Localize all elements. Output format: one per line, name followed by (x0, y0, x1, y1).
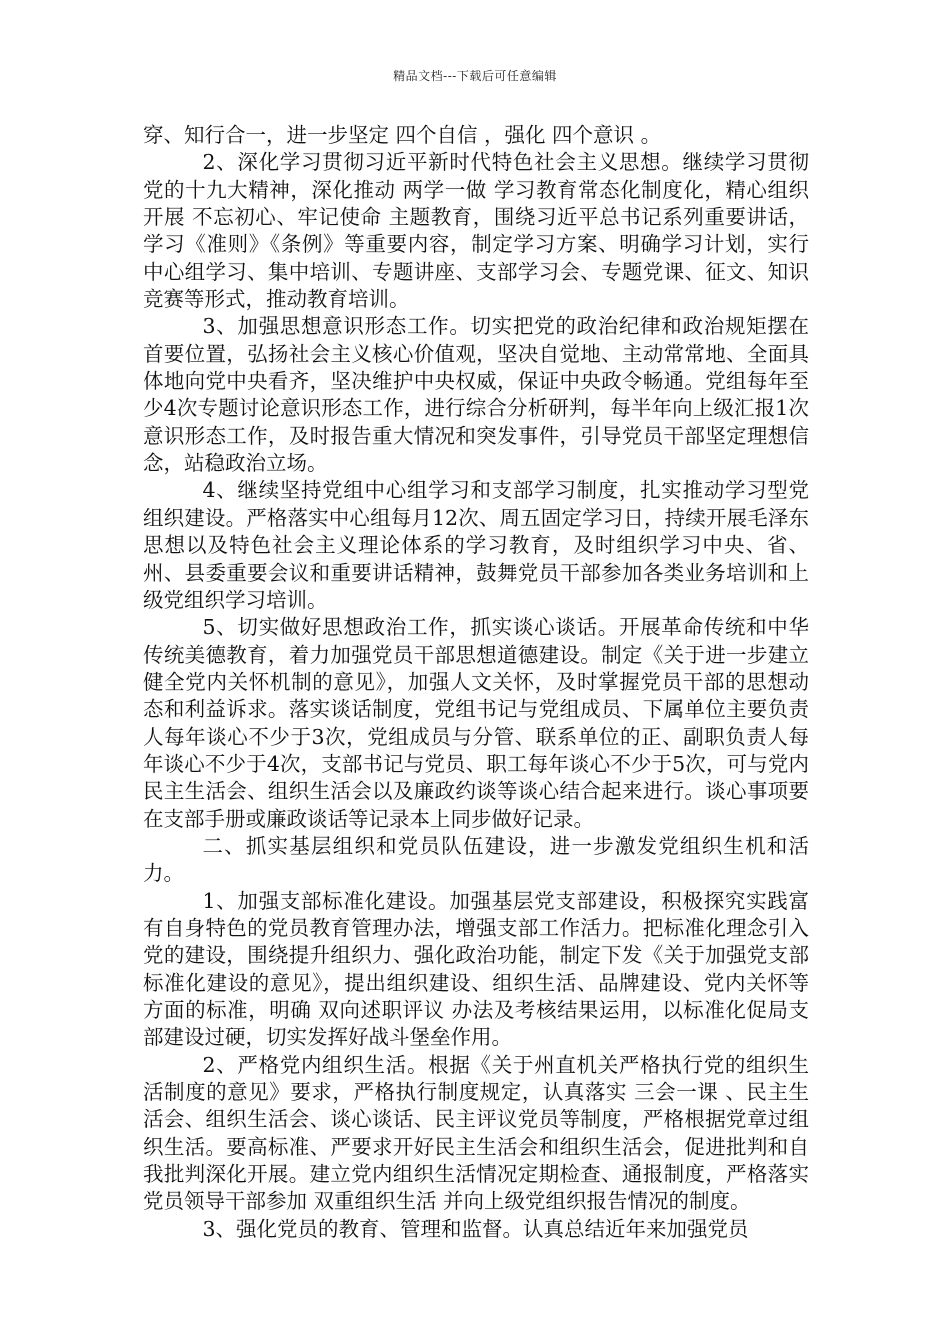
section-heading: 二、抓实基层组织和党员队伍建设，进一步激发党组织生机和活力。 (143, 833, 809, 886)
paragraph: 2、深化学习贯彻习近平新时代特色社会主义思想。继续学习贯彻党的十九大精神，深化推动 两学一做 学习教育常态化制度化，精心组织开展 不忘初心、牢记使命 主题教育，围绕习近平总书记系列重要讲话，学习《准则》《条例》等重要内容，制定学习方案、明确学习计划，实行中心组学习、集中培训、专题讲座、支部学习会、专题党课、征文、知识竞赛等形式，推动教育培训。 (143, 150, 809, 312)
paragraph: 4、继续坚持党组中心组学习和支部学习制度，扎实推动学习型党组织建设。严格落实中心组每月12次、周五固定学习日，持续开展毛泽东思想以及特色社会主义理论体系的学习教育，及时组织学习中央、省、州、县委重要会议和重要讲话精神，鼓舞党员干部参加各类业务培训和上级党组织学习培训。 (143, 478, 809, 612)
document-body (143, 122, 809, 1243)
paragraph: 1、加强支部标准化建设。加强基层党支部建设，积极探究实践富有自身特色的党员教育管理办法，增强支部工作活力。把标准化理念引入党的建设，围绕提升组织力、强化政治功能，制定下发《关于加强党支部标准化建设的意见》，提出组织建设、组织生活、品牌建设、党内关怀等方面的标准，明确 双向述职评议 办法及考核结果运用，以标准化促局支部建设过硬，切实发挥好战斗堡垒作用。 (143, 888, 809, 1050)
page-header: 精品文档---下载后可任意编辑 (393, 69, 557, 83)
paragraph: 5、切实做好思想政治工作，抓实谈心谈话。开展革命传统和中华传统美德教育，着力加强党员干部思想道德建设。制定《关于进一步建立健全党内关怀机制的意见》，加强人文关怀，及时掌握党员干部的思想动态和利益诉求。落实谈话制度，党组书记与党组成员、下属单位主要负责人每年谈心不少于3次，党组成员与分管、联系单位的正、副职负责人每年谈心不少于4次，支部书记与党员、职工每年谈心不少于5次，可与党内民主生活会、组织生活会以及廉政约谈等谈心结合起来进行。谈心事项要在支部手册或廉政谈话等记录本上同步做好记录。 (143, 615, 809, 831)
paragraph: 3、强化党员的教育、管理和监督。认真总结近年来加强党员 (202, 1216, 749, 1241)
paragraph: 3、加强思想意识形态工作。切实把党的政治纪律和政治规矩摆在首要位置，弘扬社会主义核心价值观，坚决自觉地、主动常常地、全面具体地向党中央看齐，坚决维护中央权威，保证中央政令畅通。党组每年至少4次专题讨论意识形态工作，进行综合分析研判，每半年向上级汇报1次意识形态工作，及时报告重大情况和突发事件，引导党员干部坚定理想信念，站稳政治立场。 (143, 314, 809, 476)
paragraph: 2、严格党内组织生活。根据《关于州直机关严格执行党的组织生活制度的意见》要求，严格执行制度规定，认真落实 三会一课 、民主生活会、组织生活会、谈心谈话、民主评议党员等制度，严格根据党章过组织生活。要高标准、严要求开好民主生活会和组织生活会，促进批判和自我批判深化开展。建立党内组织生活情况定期检查、通报制度，严格落实党员领导干部参加 双重组织生活 并向上级党组织报告情况的制度。 (143, 1052, 809, 1214)
paragraph: 穿、知行合一，进一步坚定 四个自信 ，强化 四个意识 。 (143, 123, 662, 147)
